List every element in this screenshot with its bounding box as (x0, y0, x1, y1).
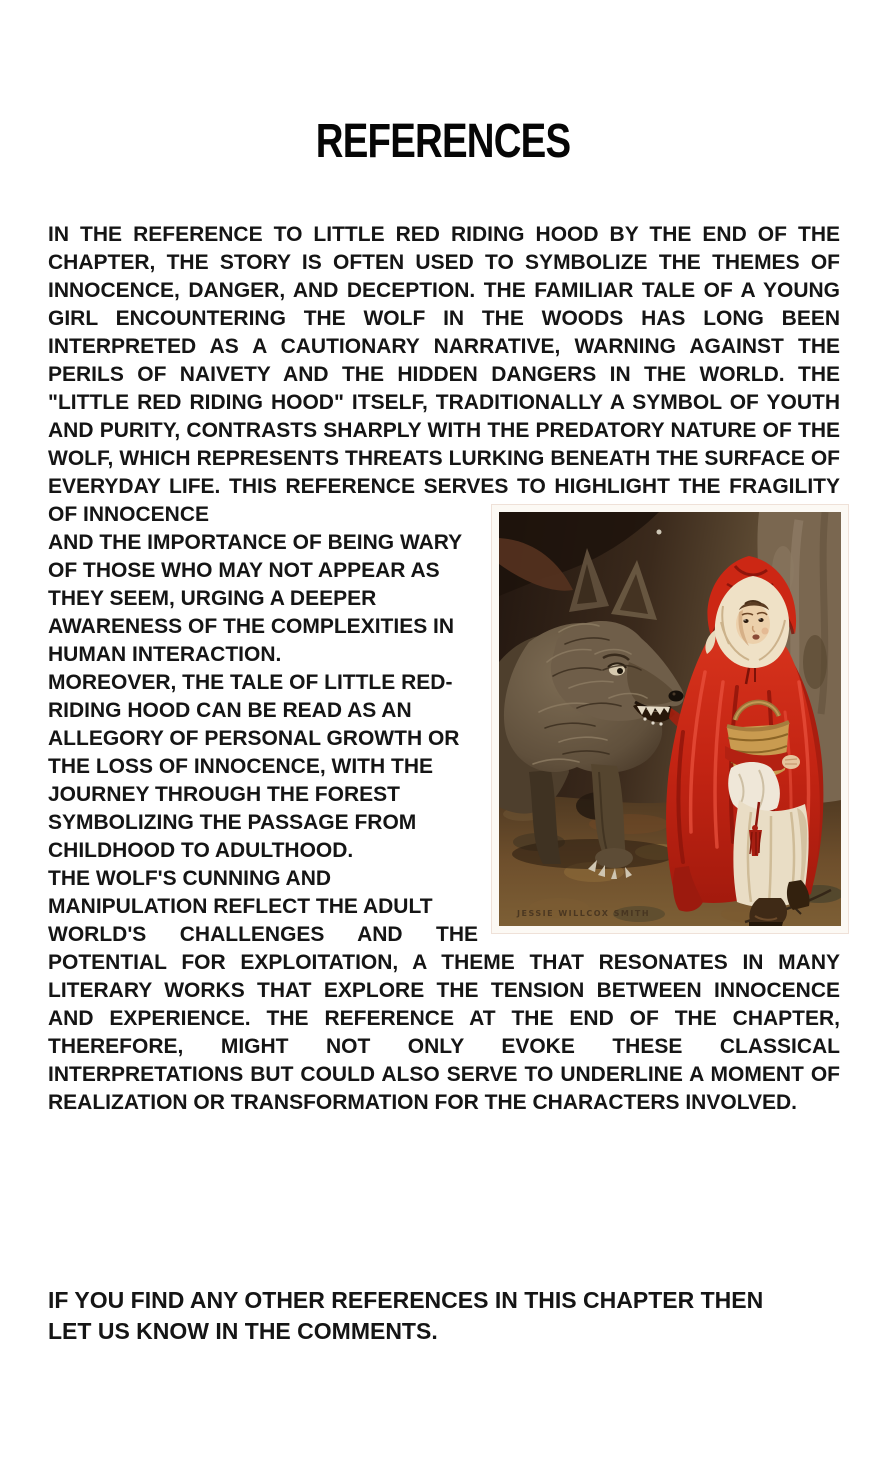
paragraph-1-intro-text: IN THE REFERENCE TO LITTLE RED RIDING HOOD BY THE END OF THE CHAPTER, THE STORY IS OFTEN USED TO SYMBOLIZE THE THEMES OF INNOCENCE, DANGER, AND DECEPTION. THE FAMILIAR TALE OF A YOUNG GIRL ENCOUNTERING THE WOLF IN THE WOODS HAS LONG BEEN INTERPRETED AS A CAUTIONARY NARRATIVE, WARNING AGAINST THE PERILS OF NAIVETY AND THE HIDDEN DANGERS IN THE WORLD. THE "LITTLE RED RIDING HOOD" ITSELF, TRADITIONALLY A SYMBOL OF YOUTH AND PURITY, CONTRASTS SHARPLY WITH THE PREDATORY NATURE OF THE WOLF, WHICH REPRESENTS THREATS LURKING BENEATH THE SURFACE OF EVERYDAY LIFE. THIS REFERENCE SERVES TO HIGHLIGHT THE FRAGILITY OF INNOCENCE (48, 223, 840, 526)
page-title-text: REFERENCES (315, 115, 571, 168)
paragraph-2-closing-text: WORLD'S CHALLENGES AND THE POTENTIAL FOR EXPLOITATION, A THEME THAT RESONATES IN MANY LITERARY WORKS THAT EXPLORE THE TENSION BETWEEN INNOCENCE AND EXPERIENCE. THE REFERENCE AT THE END OF THE CHAPTER, THEREFORE, MIGHT NOT ONLY EVOKE THESE CLASSICAL INTERPRETATIONS BUT COULD ALSO SERVE TO UNDERLINE A MOMENT OF REALIZATION OR TRANSFORMATION FOR THE CHARACTERS INVOLVED. (48, 923, 840, 1114)
article-body (48, 221, 840, 1117)
paragraph-1-wrap-text: AND THE IMPORTANCE OF BEING WARY OF THOSE WHO MAY NOT APPEAR AS THEY SEEM, URGING A DEEPER AWARENESS OF THE COMPLEXITIES IN HUMAN INTERACTION. (48, 531, 462, 666)
artist-signature: JESSIE WILLCOX SMITH (517, 909, 651, 918)
footer-line-2: LET US KNOW IN THE COMMENTS. (48, 1318, 438, 1344)
page-title (0, 116, 886, 169)
paragraph-2-wrap-text-continued: THE WOLF'S CUNNING AND MANIPULATION REFLECT THE ADULT (48, 867, 433, 918)
paragraph-2-full-width (48, 921, 840, 1117)
red-riding-hood-illustration (492, 505, 848, 933)
footer-line-1: IF YOU FIND ANY OTHER REFERENCES IN THIS CHAPTER THEN (48, 1287, 764, 1313)
paragraph-2-wrap-text: MOREOVER, THE TALE OF LITTLE RED-RIDING HOOD CAN BE READ AS AN ALLEGORY OF PERSONAL GROWTH OR THE LOSS OF INNOCENCE, WITH THE JOURNEY THROUGH THE FOREST SYMBOLIZING THE PASSAGE FROM CHILDHOOD TO ADULTHOOD. (48, 671, 460, 862)
footer-note (48, 1285, 854, 1347)
